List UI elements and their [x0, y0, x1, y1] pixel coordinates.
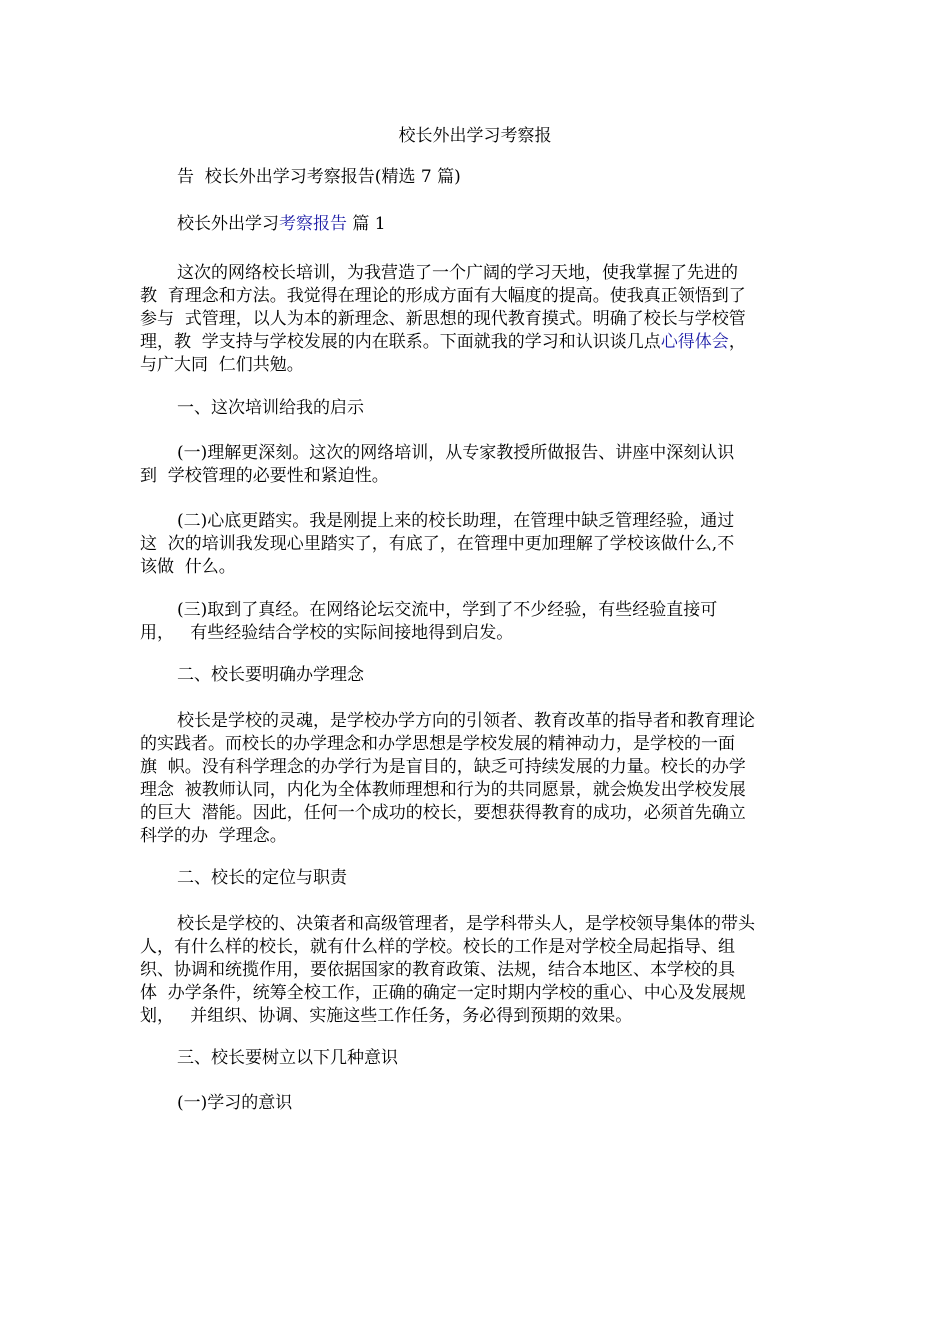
paragraph-line: 这 次的培训我发现心里踏实了，有底了，在管理中更加理解了学校该做什么,不	[140, 534, 735, 554]
paragraph-line: 体 办学条件，统筹全校工作，正确的确定一定时期内学校的重心、中心及发展规	[140, 983, 746, 1003]
paragraph-line: 人，有什么样的校长，就有什么样的学校。校长的工作是对学校全局起指导、组	[140, 937, 735, 957]
paragraph-line: 的巨大 潜能。因此，任何一个成功的校长，要想获得教育的成功，必须首先确立	[140, 803, 746, 823]
paragraph-line: 校长是学校的、决策者和高级管理者，是学科带头人，是学校领导集体的带头	[177, 914, 755, 934]
paragraph-line: 与广大同 仁们共勉。	[140, 355, 304, 375]
paragraph-line: 教 育理念和方法。我觉得在理论的形成方面有大幅度的提高。使我真正领悟到了	[140, 286, 746, 306]
paragraph-line: (一)理解更深刻。这次的网络培训，从专家教授所做报告、讲座中深刻认识	[177, 443, 735, 463]
heading-2: 二、校长要明确办学理念	[177, 665, 364, 685]
paragraph-line: 的实践者。而校长的办学理念和办学思想是学校发展的精神动力，是学校的一面	[140, 734, 735, 754]
document-title: 校长外出学习考察报	[398, 126, 552, 146]
report-link[interactable]: 考察报告	[279, 214, 347, 234]
paragraph-line: 理念 被教师认同，内化为全体教师理想和行为的共同愿景，就会焕发出学校发展	[140, 780, 746, 800]
paragraph-line: 校长是学校的灵魂，是学校办学方向的引领者、教育改革的指导者和教育理论	[177, 711, 755, 731]
heading-5: (一)学习的意识	[177, 1093, 293, 1113]
section-heading	[177, 213, 857, 235]
paragraph-line: 该做 什么。	[140, 557, 236, 577]
paragraph-line: 这次的网络校长培训，为我营造了一个广阔的学习天地，使我掌握了先进的	[177, 263, 738, 283]
experience-link[interactable]: 心得体会	[660, 332, 729, 352]
paragraph-line: 旗 帜。没有科学理念的办学行为是盲目的，缺乏可持续发展的力量。校长的办学	[140, 757, 746, 777]
paragraph-line: 参与 式管理，以人为本的新理念、新思想的现代教育摸式。明确了校长与学校管	[140, 309, 746, 329]
section-heading-text: 校长外出学习	[177, 214, 279, 234]
paragraph-line	[140, 331, 820, 353]
heading-3: 二、校长的定位与职责	[177, 868, 347, 888]
paragraph-line: 用， 有些经验结合学校的实际间接地得到启发。	[140, 623, 514, 643]
paragraph-line: 科学的办 学理念。	[140, 826, 287, 846]
paragraph-line: 织、协调和统揽作用，要依据国家的教育政策、法规，结合本地区、本学校的具	[140, 960, 735, 980]
paragraph-line: 到 学校管理的必要性和紧迫性。	[140, 466, 389, 486]
heading-4: 三、校长要树立以下几种意识	[177, 1048, 398, 1068]
section-heading-suffix: 篇 1	[347, 214, 386, 234]
document-subtitle: 告 校长外出学习考察报告(精选 7 篇)	[177, 167, 461, 187]
paragraph-line: (二)心底更踏实。我是刚提上来的校长助理，在管理中缺乏管理经验，通过	[177, 511, 735, 531]
paragraph-line: 划， 并组织、协调、实施这些工作任务，务必得到预期的效果。	[140, 1006, 633, 1026]
paragraph-text: 理，教 学支持与学校发展的内在联系。下面就我的学习和认识谈几点	[140, 332, 661, 352]
paragraph-line: (三)取到了真经。在网络论坛交流中，学到了不少经验，有些经验直接可	[177, 600, 718, 620]
paragraph-text: ，	[728, 332, 746, 352]
heading-1: 一、这次培训给我的启示	[177, 398, 364, 418]
